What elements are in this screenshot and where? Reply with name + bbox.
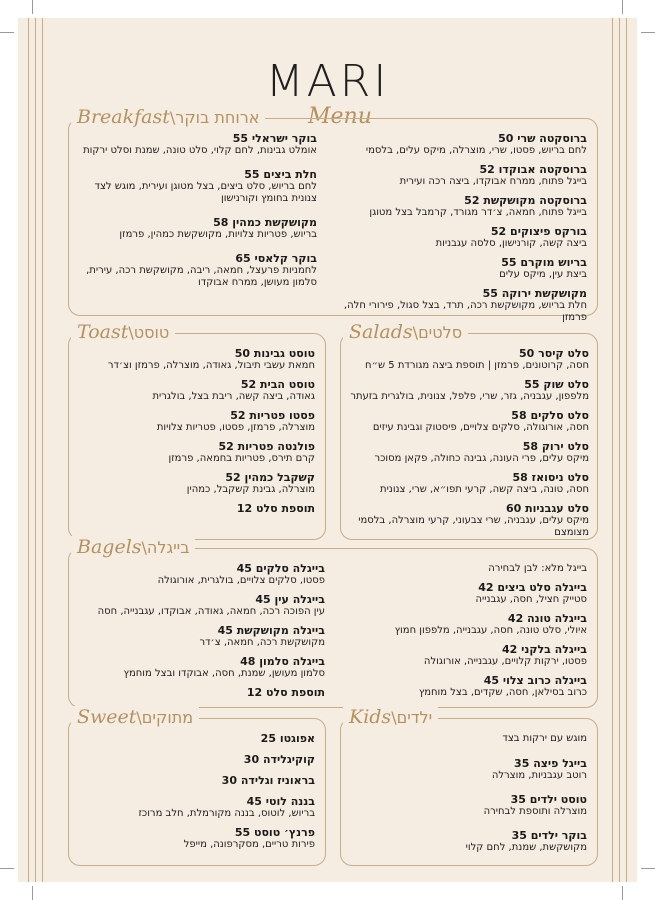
item-desc: מיקס עלים, פרי העונה, גבינה כחולה, פקאן מסוכר	[374, 453, 589, 464]
crop-mark	[0, 868, 14, 869]
frame-line	[42, 18, 43, 882]
menu-item	[79, 503, 315, 515]
menu-item	[77, 625, 325, 649]
section-title: Kids\ילדים	[343, 706, 438, 728]
item-desc: לחם בריוש, סלט ביצים, בצל מטוגן ועירית, מוגש לצד צנונית בחומץ וקורנישון	[94, 181, 317, 204]
item-name: מקושקשת כמהין 58	[213, 216, 317, 229]
frame-line	[28, 18, 29, 882]
item-name: בייגלה בלקני 42	[502, 643, 587, 656]
bagels-column-right	[342, 563, 587, 706]
item-desc: בייגל פתוח, ממרח אבוקדו, ביצה רכה ועירית	[399, 176, 587, 187]
section-title: Toast\טוסט	[71, 321, 175, 343]
menu-item	[347, 441, 589, 465]
menu-item	[79, 796, 315, 820]
item-desc: בייגל פתוח, חמאה, צ׳דר מגורד, קרמבל בצל מטוגן	[369, 207, 587, 218]
item-name: בוקר ילדים 35	[511, 829, 587, 842]
frame-line	[612, 18, 613, 882]
crop-mark	[622, 0, 623, 14]
item-name: בייגלה סלקים 45	[236, 562, 325, 575]
item-desc: מקושקשת, שמנת, לחם קלוי	[465, 842, 587, 853]
item-desc: מקושקשת רכה, חמאה, צ׳דר	[199, 637, 325, 648]
item-name: פרנץ׳ טוסט 55	[234, 826, 315, 839]
item-desc: חלת בריוש, מקושקשת רכה, תרד, בצל סגול, פירורי חלה, פרמזן	[343, 300, 587, 323]
menu-item	[351, 830, 587, 854]
item-name: קוקיגלידה 30	[243, 753, 315, 766]
breakfast-column-left	[77, 133, 317, 296]
frame-line	[626, 18, 627, 882]
menu-item	[79, 441, 315, 465]
section-title-en: Kids	[349, 706, 392, 728]
item-desc: חסה, טונה, ביצה קשה, קרעי תפו״א, שרי, צנונית	[380, 484, 589, 495]
item-desc: בריוש, לוטוס, בננה מקורמלת, חלב מרוכז	[138, 808, 315, 819]
item-name: טוסט גבינות 50	[234, 347, 315, 360]
frame-line	[35, 18, 36, 882]
item-name: בוקר ישראלי 55	[232, 132, 317, 145]
item-name: ברוסקטה מקושקשת 52	[464, 194, 587, 207]
item-name: סלט עגבניות 60	[505, 502, 589, 515]
item-name: סלט ניסואז 58	[512, 471, 589, 484]
menu-item	[332, 226, 587, 250]
item-desc: לחם בריוש, פסטו, שרי, מוצרלה, מיקס עלים, בלסמי	[365, 145, 587, 156]
menu-item	[347, 472, 589, 496]
menu-item	[332, 257, 587, 281]
menu-item	[351, 758, 587, 782]
menu-item	[347, 348, 589, 372]
section-title-en: Bagels	[77, 536, 142, 558]
item-name: בייגלה כרוב צלוי 45	[483, 674, 587, 687]
menu-item	[79, 827, 315, 851]
item-desc: קרם תירס, פטריות בחמאה, פרמזן	[168, 453, 315, 464]
item-name: מקושקשת ירוקה 55	[482, 287, 587, 300]
crop-mark	[32, 886, 33, 900]
menu-item	[77, 169, 317, 205]
section-salads	[340, 321, 598, 540]
item-name: בייגל פיצה 35	[514, 757, 587, 770]
menu-item	[332, 288, 587, 324]
item-desc: איולי, סלט טונה, חסה, עגבנייה, מלפפון חמוץ	[394, 625, 587, 636]
bagels-column-left	[77, 563, 325, 706]
item-name: טוסט הבית 52	[240, 378, 315, 391]
item-desc: מלפפון, עגבניה, גזר, שרי, פלפל, צנונית, בולגרית בזעתר	[350, 391, 589, 402]
item-desc: פסטו, ירקות קלויים, עגבנייה, אורוגולה	[423, 656, 587, 667]
menu-item	[77, 594, 325, 618]
item-name: בראוניז וגלידה 30	[221, 774, 315, 787]
item-desc: סלמון מעושן, שמנת, חסה, אבוקדו ובצל מוחמץ	[123, 668, 325, 679]
menu-item	[79, 775, 315, 787]
section-title-he: ארוחת בוקר	[175, 108, 260, 127]
item-name: טוסט ילדים 35	[510, 793, 587, 806]
item-name: בוקר קלאסי 65	[235, 252, 317, 265]
item-desc: מוצרלה, גבינת קשקבל, כמהין	[186, 484, 315, 495]
crop-mark	[0, 32, 14, 33]
item-name: פולנטה פטריות 52	[218, 440, 315, 453]
item-desc: עין הפוכה רכה, חמאה, גאודה, אבוקדו, עגבנייה, חסה	[97, 606, 325, 617]
menu-item	[79, 754, 315, 766]
section-bagels	[68, 536, 598, 708]
item-name: פסטו פטריות 52	[230, 409, 315, 422]
sweet-column	[79, 733, 315, 858]
menu-item	[351, 794, 587, 818]
item-desc: ביצת עין, מיקס עלים	[499, 269, 587, 280]
menu-page	[18, 18, 637, 882]
section-title-en: Sweet	[77, 706, 137, 728]
menu-item	[347, 410, 589, 434]
section-title-he: סלטים	[418, 323, 463, 342]
item-desc: מיקס עלים, עגבניה, שרי צבעוני, קרעי מוצרלה, בלסמי מצומצם	[358, 515, 589, 538]
item-name: בייגלה מקושקשת 45	[217, 624, 325, 637]
item-name: בננה לוטי 45	[246, 795, 315, 808]
section-title-he: טוסט	[133, 323, 170, 342]
frame-line	[619, 18, 620, 882]
section-note: מוגש עם ירקות בצד	[502, 733, 587, 744]
item-desc: מוצרלה ותוספת לבחירה	[483, 806, 587, 817]
crop-mark	[641, 32, 655, 33]
item-name: תוספת סלט 12	[236, 502, 315, 515]
brand-logo: MARI	[265, 56, 390, 107]
section-title-en: Breakfast	[77, 106, 170, 128]
menu-item	[332, 195, 587, 219]
item-name: סלט שוק 55	[524, 378, 589, 391]
section-title: Bagels\בייגלה	[71, 536, 195, 558]
menu-item	[79, 379, 315, 403]
section-kids	[340, 706, 598, 866]
item-desc: כרוב בסילאן, חסה, שקדים, בצל מוחמץ	[418, 687, 587, 698]
item-desc: חמאת עשבי תיבול, גאודה, מוצרלה, פרמזן וצ׳דר	[107, 360, 315, 371]
item-desc: חסה, אורוגולה, סלקים צלויים, פיסטוק וגבינת עיזים	[372, 422, 589, 433]
menu-item	[77, 217, 317, 241]
item-name: תוספת סלט 12	[246, 686, 325, 699]
menu-item	[347, 379, 589, 403]
item-name: קשקבל כמהין 52	[225, 471, 315, 484]
item-name: בייגלה סלט ביצים 42	[478, 581, 587, 594]
menu-item	[342, 613, 587, 637]
section-title-he: בייגלה	[146, 538, 190, 557]
section-title-en: Toast	[77, 321, 129, 343]
menu-item	[79, 472, 315, 496]
crop-mark	[32, 0, 33, 14]
menu-item	[77, 133, 317, 157]
menu-item	[77, 253, 317, 289]
section-title: Sweet\מתוקים	[71, 706, 199, 728]
menu-item	[342, 644, 587, 668]
menu-item	[332, 133, 587, 157]
crop-mark	[641, 868, 655, 869]
item-desc: גאודה, ביצה קשה, ריבת בצל, בולגרית	[152, 391, 315, 402]
item-desc: חסה, קרוטונים, פרמזן | תוספת ביצה מגורדת 5 ש״ח	[365, 360, 589, 371]
crop-mark	[622, 886, 623, 900]
menu-item	[342, 582, 587, 606]
item-name: סלט סלקים 58	[511, 409, 589, 422]
item-desc: סטייק חציל, חסה, עגבנייה	[475, 594, 587, 605]
item-name: בייגלה טונה 42	[507, 612, 587, 625]
breakfast-column-right	[332, 133, 587, 331]
item-desc: פסטו, סלקים צלויים, בולגרית, אורוגולה	[157, 575, 325, 586]
section-title-he: ילדים	[396, 708, 433, 727]
item-name: אפוגטו 25	[260, 732, 315, 745]
menu-item	[79, 733, 315, 745]
item-desc: ביצה קשה, קורנישון, סלסה עגבניות	[435, 238, 587, 249]
menu-item	[342, 675, 587, 699]
brand-subtitle: Menu	[308, 104, 372, 129]
section-note: בייגל מלא: לבן לבחירה	[488, 563, 587, 574]
section-title: Breakfast\ארוחת בוקר	[71, 106, 265, 128]
item-name: בייגלה סלמון 48	[240, 655, 325, 668]
menu-item	[77, 656, 325, 680]
item-name: חלת ביצים 55	[244, 168, 317, 181]
item-name: סלט קיסר 50	[518, 347, 589, 360]
menu-item	[79, 348, 315, 372]
item-name: בייגלה עין 45	[255, 593, 325, 606]
item-name: ברוסקטה אבוקדו 52	[479, 163, 587, 176]
item-name: בריוש מוקרם 55	[501, 256, 587, 269]
item-desc: בריוש, פטריות צלויות, מקושקשת כמהין, פרמזן	[119, 229, 317, 240]
section-toast	[68, 321, 326, 540]
menu-item	[77, 687, 325, 699]
item-desc: אומלט גבינות, לחם קלוי, סלט טונה, שמנת וסלט ירקות	[83, 145, 317, 156]
item-desc: רוטב עגבניות, מוצרלה	[491, 770, 587, 781]
item-desc: מוצרלה, פרמזן, פסטו, פטריות צלויות	[156, 422, 315, 433]
item-desc: פירות טריים, מסקרפונה, מייפל	[183, 839, 315, 850]
menu-item	[332, 164, 587, 188]
menu-item	[347, 503, 589, 539]
menu-item	[79, 410, 315, 434]
section-title: Salads\סלטים	[343, 321, 468, 343]
menu-item	[77, 563, 325, 587]
item-desc: לחמניות פרעצל, חמאה, ריבה, מקושקשת רכה, עירית, סלמון מעושן, ממרח אבוקדו	[86, 265, 317, 288]
kids-column	[351, 733, 587, 861]
salads-column	[347, 348, 589, 546]
section-sweet	[68, 706, 326, 866]
section-title-he: מתוקים	[141, 708, 194, 727]
item-name: בורקס פיצוקים 52	[490, 225, 587, 238]
section-title-en: Salads	[349, 321, 413, 343]
toast-column	[79, 348, 315, 522]
item-name: ברוסקטה שרי 50	[498, 132, 587, 145]
item-name: סלט ירוק 58	[522, 440, 589, 453]
